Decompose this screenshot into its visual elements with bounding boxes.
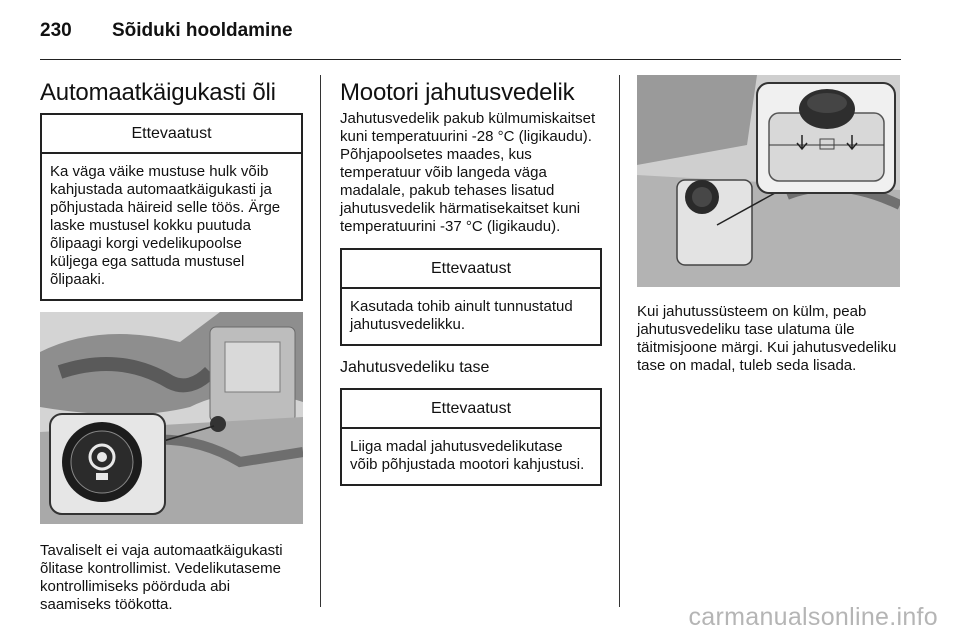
page-number: 230 xyxy=(40,20,72,41)
warning-text: Ka väga väike mustuse hulk võib kahjustada automaatkäigukasti ja põhjustada häireid selle töös. Ärge laske mustusel kokku puutuda õlipaagi korgi vedelikupoolse küljega ega sattuda mustusel õlipaaki. xyxy=(50,163,281,288)
column-divider-2 xyxy=(619,75,620,607)
coolant-level-warning-box xyxy=(340,388,602,486)
coolant-intro: Jahutusvedelik pakub külmumiskaitset kuni temperatuurini -28 °C (ligikaudu). Põhjapoolsetes maades, kus temperatuur võib langeda väga madalale, pakub tehases lisatud jahutusvedelik härmatisekaitset kuni temperatuurini -37 °C (ligikaudu). xyxy=(340,110,596,235)
transmission-oil-heading: Automaatkäigukasti õli xyxy=(40,79,276,106)
section-title: Sõiduki hooldamine xyxy=(112,20,293,41)
coolant-level-subheading: Jahutusvedeliku tase xyxy=(340,359,490,376)
transmission-oil-text: Tavaliselt ei vaja automaatkäigukasti õlitase kontrollimist. Vedelikutaseme kontrollimiseks pöörduda abi saamiseks töökotta. xyxy=(40,542,283,613)
warning-title: Ettevaatust xyxy=(42,115,301,154)
right-column xyxy=(637,75,900,375)
page-header xyxy=(40,20,900,60)
warning-text: Kasutada tohib ainult tunnustatud jahutusvedelikku. xyxy=(350,298,573,333)
coolant-reservoir-photo xyxy=(637,75,900,287)
coolant-level-text: Kui jahutussüsteem on külm, peab jahutusvedeliku tase ulatuma üle täitmisjoone märgi. Kui jahutusvedeliku tase on madal, tuleb seda lisada. xyxy=(637,303,897,374)
watermark: carmanualsonline.info xyxy=(688,603,938,631)
warning-title: Ettevaatust xyxy=(342,390,600,429)
coolant-warning-box xyxy=(340,248,602,346)
transmission-warning-box xyxy=(40,113,303,301)
warning-text: Liiga madal jahutusvedelikutase võib põhjustada mootori kahjustusi. xyxy=(350,438,585,473)
engine-bay-illustration xyxy=(40,312,303,524)
left-column xyxy=(40,75,303,614)
transmission-cap-photo xyxy=(40,312,303,524)
middle-column xyxy=(340,75,602,486)
warning-title: Ettevaatust xyxy=(342,250,600,289)
column-divider-1 xyxy=(320,75,321,607)
coolant-reservoir-illustration xyxy=(637,75,900,287)
coolant-heading: Mootori jahutusvedelik xyxy=(340,79,575,106)
header-divider xyxy=(40,59,901,60)
